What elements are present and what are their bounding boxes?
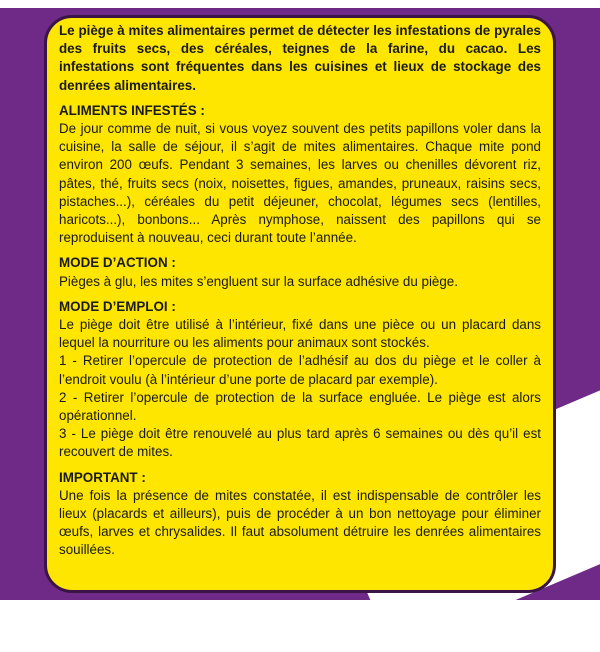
section-text-aliments: De jour comme de nuit, si vous voyez souvent des petits papillons voler dans la cuisine, la salle de séjour, il s’agit de mites alimentaires. Chaque mite pond environ 200 œufs. Pendant 3 semaines, les larves ou chenilles dévorent riz, pâtes, thé, fruits secs (noix, noisettes, figues, amandes, pruneaux, raisins secs, pistaches...), céréales du petit déjeuner, chocolat, légumes secs (lentilles, haricots...), bonbons... Après nymphose, naissent des papillons qui se reproduisent à nouveau, ceci durant toute l’année.	[59, 121, 541, 246]
step-3: 3 - Le piège doit être renouvelé au plus tard après 6 semaines ou dès qu’il est recouvert de mites.	[59, 426, 541, 460]
section-text-emploi: Le piège doit être utilisé à l’intérieur, fixé dans une pièce ou un placard dans lequel la nourriture ou les aliments pour animaux sont stockés.	[59, 317, 541, 351]
section-text-action: Pièges à glu, les mites s’engluent sur la surface adhésive du piège.	[59, 273, 458, 289]
section-title-emploi: MODE D’EMPLOI :	[59, 298, 176, 314]
white-top-strip	[0, 0, 600, 8]
step-1: 1 - Retirer l’opercule de protection de l’adhésif au dos du piège et le coller à l’endroit voulu (à l’intérieur d’une porte de placard par exemple).	[59, 353, 541, 387]
section-title-aliments: ALIMENTS INFESTÉS :	[59, 102, 205, 118]
instructions-panel	[44, 15, 556, 593]
section-title-action: MODE D’ACTION :	[59, 255, 176, 271]
intro-text: Le piège à mites alimentaires permet de détecter les infestations de pyrales des fruits secs, des céréales, teignes de la farine, du cacao. Les infestations sont fréquentes dans les cuisines et lieux de stockage des denrées alimentaires.	[59, 23, 541, 93]
step-2: 2 - Retirer l’opercule de protection de la surface engluée. Le piège est alors opérationnel.	[59, 389, 541, 424]
section-title-important: IMPORTANT :	[59, 469, 146, 485]
section-text-important: Une fois la présence de mites constatée, il est indispensable de contrôler les lieux (placards et ailleurs), puis de procéder à un bon nettoyage pour éliminer œufs, larves et chrysalides. Il faut absolument détruire les denrées alimentaires souillées.	[59, 487, 541, 558]
